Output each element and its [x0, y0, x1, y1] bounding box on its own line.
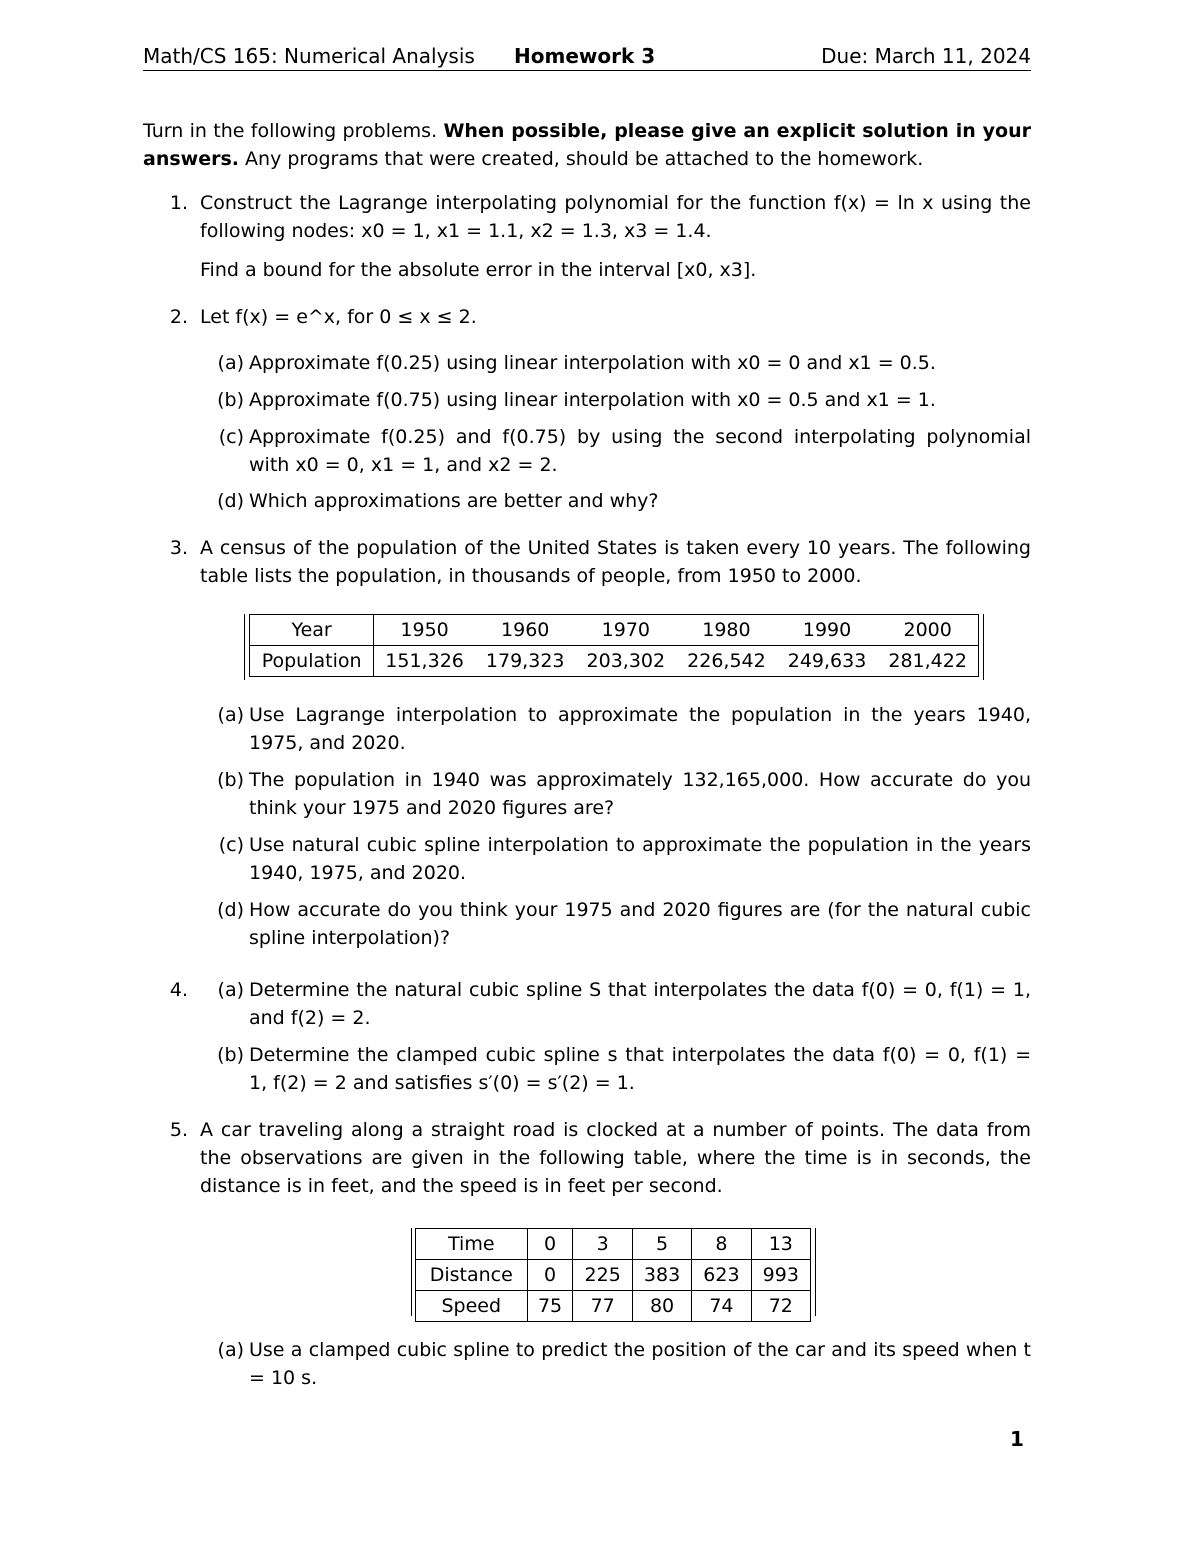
table-cell: 1950: [374, 615, 475, 646]
problem-4-number: 4.: [169, 979, 188, 1001]
instructions-text-1: Turn in the following problems.: [143, 120, 438, 142]
problem-1-text-a: Construct the Lagrange interpolating polynomial for the function: [200, 192, 827, 214]
homework-title: Homework 3: [514, 44, 656, 68]
table-row-header: Speed: [416, 1291, 528, 1322]
problem-5-number: 5.: [169, 1119, 188, 1141]
problem-3a-text: Use Lagrange interpolation to approximate the population in the years 1940, 1975, and 2020.: [249, 704, 1031, 754]
table-rule: [815, 1228, 816, 1316]
problem-2d-text: Which approximations are better and why?: [249, 490, 659, 512]
course-name: Math/CS 165: Numerical Analysis: [143, 44, 475, 68]
page-number: 1: [1010, 1427, 1024, 1451]
problem-3c-label: (c): [218, 834, 244, 856]
problem-2b-text: Approximate f(0.75) using linear interpolation with x0 = 0.5 and x1 = 1.: [249, 389, 936, 411]
table-cell: 0: [527, 1260, 573, 1291]
due-date: Due: March 11, 2024: [821, 44, 1031, 68]
table-cell: 3: [573, 1229, 632, 1260]
table-row-header: Year: [250, 615, 374, 646]
problem-3d-label: (d): [217, 899, 244, 921]
table-cell: 1980: [676, 615, 777, 646]
table-row-header: Population: [250, 646, 374, 677]
table-rule: [244, 614, 245, 680]
table-rule: [411, 1228, 412, 1316]
table-cell: 5: [632, 1229, 691, 1260]
problem-1-function: f(x) = ln x: [833, 192, 934, 214]
problem-4a-text: Determine the natural cubic spline S that interpolates the data f(0) = 0, f(1) = 1, and f(2) = 2.: [249, 979, 1031, 1029]
problem-4b-text: Determine the clamped cubic spline s that interpolates the data f(0) = 0, f(1) = 1, f(2) = 2 and satisfies s′(0) = s′(2) = 1.: [249, 1044, 1031, 1094]
problem-2a-label: (a): [217, 352, 244, 374]
year-row: [250, 615, 979, 646]
problem-1-text: [200, 189, 1031, 245]
table-cell: 2000: [877, 615, 978, 646]
problem-1-bound-text: Find a bound for the absolute error in the interval: [200, 259, 671, 281]
problem-2c-text: Approximate f(0.25) and f(0.75) by using the second interpolating polynomial with x0 = 0, x1 = 1, and x2 = 2.: [249, 426, 1031, 476]
table-row-header: Distance: [416, 1260, 528, 1291]
problem-1-bound: [200, 256, 1031, 284]
problem-3d-text: How accurate do you think your 1975 and 2020 figures are (for the natural cubic spline interpolation)?: [249, 899, 1031, 949]
table-cell: 0: [527, 1229, 573, 1260]
table-cell: 225: [573, 1260, 632, 1291]
table-cell: 72: [751, 1291, 810, 1322]
problem-2d-label: (d): [217, 490, 244, 512]
problem-5a-label: (a): [217, 1339, 244, 1361]
problem-3b-label: (b): [217, 769, 244, 791]
table-cell: 1990: [777, 615, 878, 646]
car-table: [415, 1228, 811, 1322]
table-cell: 13: [751, 1229, 810, 1260]
table-row-header: Time: [416, 1229, 528, 1260]
table-cell: 151,326: [374, 646, 475, 677]
problem-2a-text: Approximate f(0.25) using linear interpolation with x0 = 0 and x1 = 0.5.: [249, 352, 936, 374]
table-cell: 8: [692, 1229, 751, 1260]
problem-2b-label: (b): [217, 389, 244, 411]
problem-3b-text: The population in 1940 was approximately 132,165,000. How accurate do you think your 1975 and 2020 figures are?: [249, 769, 1031, 819]
problem-3c-text: Use natural cubic spline interpolation to approximate the population in the years 1940, 1975, and 2020.: [249, 834, 1031, 884]
problem-3a-label: (a): [217, 704, 244, 726]
problem-4b-label: (b): [217, 1044, 244, 1066]
problem-3-number: 3.: [169, 537, 188, 559]
distance-row: [416, 1260, 811, 1291]
table-cell: 249,633: [777, 646, 878, 677]
page-header: [143, 42, 1031, 71]
problem-1-text-b: using the following nodes:: [200, 192, 1031, 242]
table-cell: 281,422: [877, 646, 978, 677]
table-rule: [983, 614, 984, 680]
table-cell: 75: [527, 1291, 573, 1322]
table-cell: 226,542: [676, 646, 777, 677]
table-cell: 179,323: [475, 646, 576, 677]
table-cell: 1960: [475, 615, 576, 646]
problem-1-interval: [x0, x3].: [676, 259, 757, 281]
instructions-text-2: Any programs that were created, should be attached to the homework.: [245, 148, 924, 170]
table-cell: 74: [692, 1291, 751, 1322]
table-cell: 77: [573, 1291, 632, 1322]
table-cell: 993: [751, 1260, 810, 1291]
problem-5-stem: A car traveling along a straight road is clocked at a number of points. The data from the observations are given in the following table, where the time is in seconds, the distance is in feet, and the speed is in feet per second.: [200, 1119, 1031, 1197]
table-cell: 623: [692, 1260, 751, 1291]
problem-2-stem: Let f(x) = e^x, for 0 ≤ x ≤ 2.: [200, 306, 477, 328]
problem-3-stem: A census of the population of the United States is taken every 10 years. The following table lists the population, in thousands of people, from 1950 to 2000.: [200, 537, 1031, 587]
population-table: [249, 614, 979, 677]
instructions-bold: When possible, please give an explicit solution in your answers.: [143, 120, 1032, 170]
table-cell: 383: [632, 1260, 691, 1291]
problem-2-number: 2.: [169, 306, 188, 328]
problem-4a-label: (a): [217, 979, 244, 1001]
problem-1-number: 1.: [169, 192, 188, 214]
problem-1-nodes: x0 = 1, x1 = 1.1, x2 = 1.3, x3 = 1.4.: [361, 220, 712, 242]
table-cell: 1970: [576, 615, 677, 646]
problem-5a-text: Use a clamped cubic spline to predict the position of the car and its speed when t = 10 s.: [249, 1339, 1031, 1389]
table-cell: 80: [632, 1291, 691, 1322]
table-cell: 203,302: [576, 646, 677, 677]
speed-row: [416, 1291, 811, 1322]
instructions: [143, 117, 1031, 173]
population-row: [250, 646, 979, 677]
problem-2c-label: (c): [218, 426, 244, 448]
time-row: [416, 1229, 811, 1260]
